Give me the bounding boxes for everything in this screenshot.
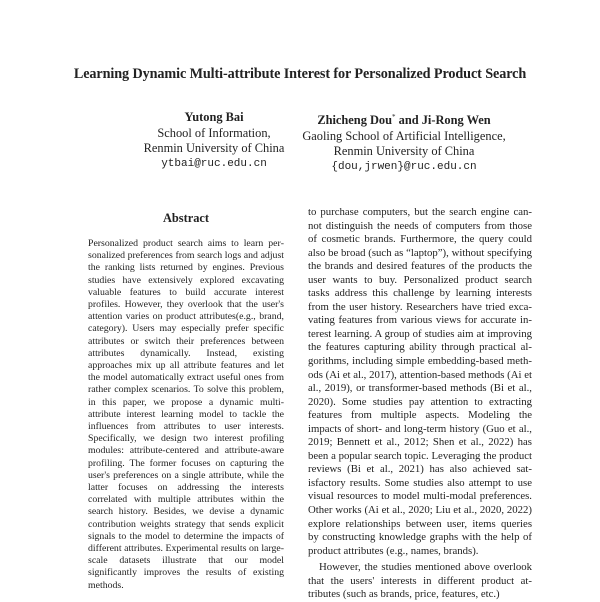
author-name: Zhicheng Dou (317, 113, 393, 127)
author-block-right (290, 110, 518, 175)
introduction-column (308, 206, 532, 602)
author-affiliation: Renmin University of China (143, 141, 285, 155)
author-email: {dou,jrwen}@ruc.edu.cn (331, 160, 477, 173)
author-affiliation: Renmin University of China (333, 144, 475, 158)
author-affiliation: Gaoling School of Artificial Intelligence, (302, 128, 506, 143)
abstract-text: Personalized product search aims to learn personalized preferences from search logs and adjust the ranking lists returned by engines. Previous studies have extensively explored excavating valuable features to build accurate interest profiles. However, they overlook that the user's attention varies on product attributes(e.g., brand, category). Users may especially prefer specific attributes or switch their preferences between attributes dynamically. Instead, existing approaches mix up all attribute features and let the model automatically extract useful ones from rather complex scenarios. To solve this problem, in this paper, we propose a dynamic multi-attribute interest learning model to tackle the influences from attributes to user interests. Specifically, we design two interest profiling modules: attribute-centered and attribute-aware profiling. The former focuses on capturing the user's preferences on a single attribute, while the latter focuses on addressing the interests correlated with multiple attributes within the search history. Besides, we devise a dynamic contribution weights strategy that sends explicit signals to the model to determine the impacts of different attributes. Experimental results on large-scale datasets illustrate that our model significantly improves the results of existing methods. (88, 238, 284, 591)
author-name: Yutong Bai (184, 110, 244, 124)
corresponding-author-mark: * (392, 113, 396, 121)
abstract-heading: Abstract (162, 211, 210, 225)
body-paragraph: to purchase computers, but the search engine cannot distinguish the needs of computers from those of cosmetic brands. Furthermore, the query could also be broad (such as “laptop”), without specifying the brands and desired features of the products the user wants to buy. Personalized product search tasks address this challenge by learning interests from the user history. Researchers have tried excavating features from various views for accurate interest learning. A group of studies aim at improving the features capturing ability through practical algorithms, including simple embedding-based methods (Ai et al., 2017), attention-based methods (Ai et al., 2019), or transformer-based methods (Bi et al., 2020). Some studies pay attention to extracting features from multiple aspects. Modeling the impacts of short- and long-term history (Guo et al., 2019; Bennett et al., 2012; Shen et al., 2022) has been a popular search topic. Leveraging the product reviews (Bi et al., 2021) has also achieved satisfactory results. Some studies also attempt to use visual resources to model multi-modal preferences. Other works (Ai et al., 2020; Liu et al., 2020, 2022) explore relationships between user, items queries by constructing knowledge graphs with the help of product attributes (e.g., names, brands). (308, 206, 532, 557)
author-affiliation: School of Information, (157, 125, 271, 140)
author-email: ytbai@ruc.edu.cn (161, 157, 267, 170)
body-paragraph: However, the studies mentioned above overlook that the users' interests in different product attributes (such as brands, price, features, etc.) (308, 561, 532, 601)
author-names (290, 110, 518, 129)
author-name: and Ji-Rong Wen (395, 113, 491, 127)
paper-title: Learning Dynamic Multi-attribute Interest for Personalized Product Search (73, 66, 527, 82)
author-block-left (114, 110, 314, 172)
